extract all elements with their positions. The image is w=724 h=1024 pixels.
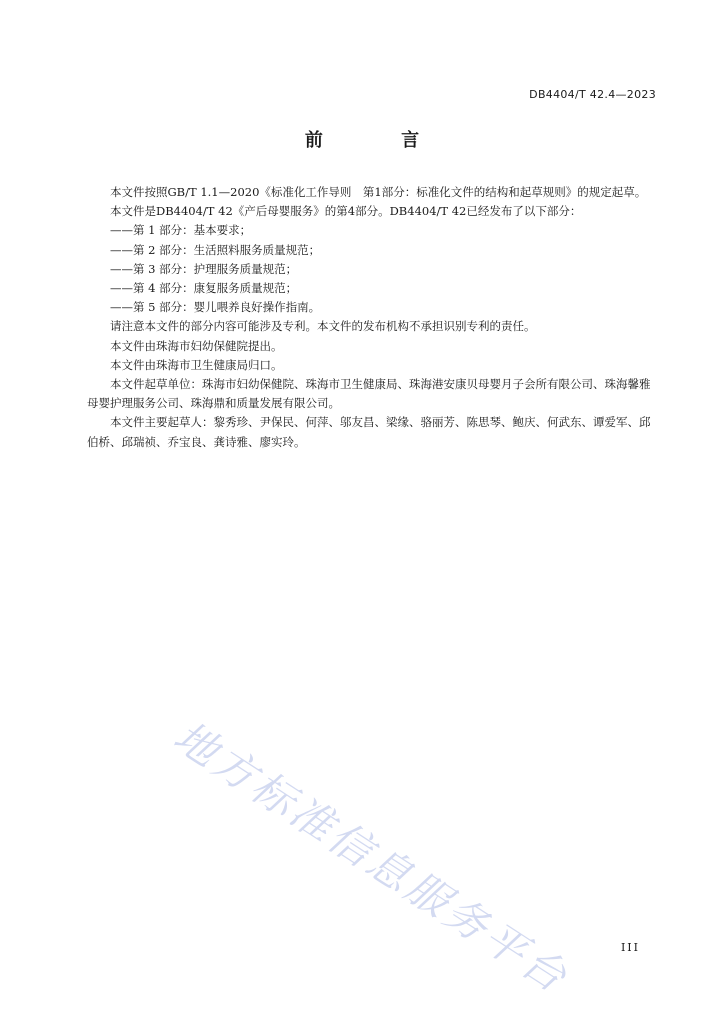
list-item-part-4: ——第 4 部分：康复服务质量规范； [110,281,298,296]
paragraph-patent-notice: 请注意本文件的部分内容可能涉及专利。本文件的发布机构不承担识别专利的责任。 [110,319,536,334]
paragraph-proposer: 本文件由珠海市妇幼保健院提出。 [110,338,283,353]
foreword-body [87,183,657,452]
list-item-part-1: ——第 1 部分：基本要求； [110,223,252,238]
paragraph-drafting-units: 本文件起草单位：珠海市妇幼保健院、珠海市卫生健康局、珠海港安康贝母婴月子会所有限公司、珠海馨雅母婴护理服务公司、珠海鼎和质量发展有限公司。 [87,377,651,411]
paragraph-drafters: 本文件主要起草人：黎秀珍、尹保民、何萍、邬友昌、梁缘、骆丽芳、陈思琴、鲍庆、何武东、谭爱军、邱伯桥、邱瑞祯、乔宝良、龚诗雅、廖实玲。 [87,415,651,449]
list-item-part-5: ——第 5 部分：婴儿喂养良好操作指南。 [110,300,321,315]
list-item-part-3: ——第 3 部分：护理服务质量规范； [110,261,298,276]
paragraph-centralized-unit: 本文件由珠海市卫生健康局归口。 [110,357,283,372]
page-number: III [620,941,640,954]
paragraph-part-info: 本文件是DB4404/T 42《产后母婴服务》的第4部分。DB4404/T 42已经发布了以下部分： [110,204,582,219]
list-item-part-2: ——第 2 部分：生活照料服务质量规范； [110,242,321,257]
page-title: 前 言 [304,130,456,151]
paragraph-drafting-basis: 本文件按照GB/T 1.1—2020《标准化工作导则 第1部分：标准化文件的结构和起草规则》的规定起草。 [110,185,647,199]
standard-code-header: DB4404/T 42.4—2023 [529,88,656,101]
watermark-text: 地方标准信息服务平台 [165,711,578,1004]
